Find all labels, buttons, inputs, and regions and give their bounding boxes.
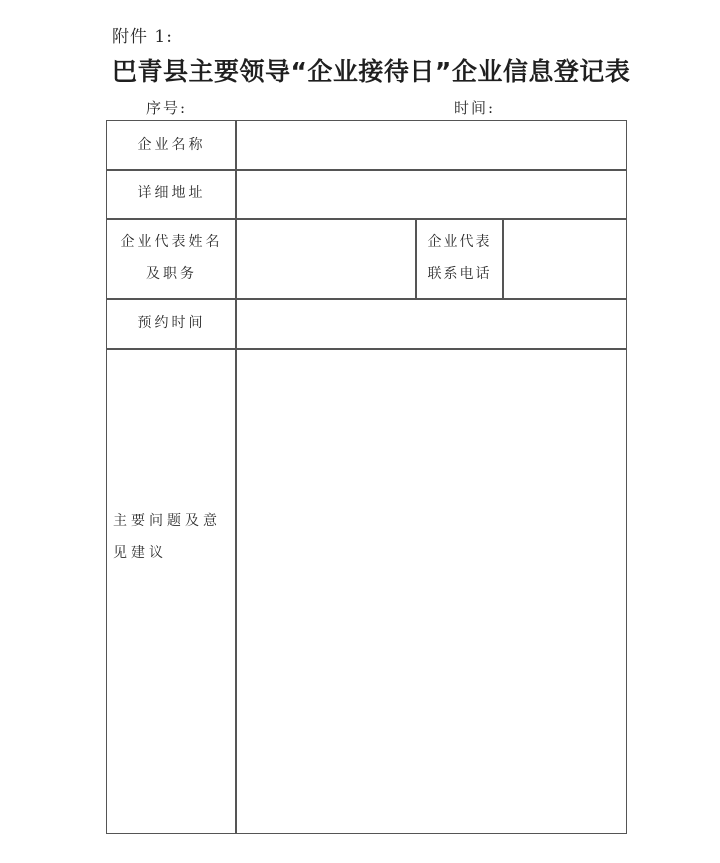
problems-label: 主要问题及意见建议 [113,513,221,561]
rep-name-field[interactable] [237,220,414,297]
company-name-field[interactable] [237,121,625,168]
appointment-time-label: 预约时间 [137,315,206,331]
rep-name-label-line2: 及职务 [146,266,197,282]
company-name-label: 企业名称 [137,137,206,153]
rep-phone-label-line1: 企业代表 [427,234,492,250]
address-label: 详细地址 [137,185,206,201]
attachment-label: 附件 1: [112,27,173,47]
registration-table [106,120,627,834]
rep-name-label [107,231,236,285]
sequence-label: 序号: [146,99,188,117]
address-field[interactable] [237,171,625,217]
rep-phone-label [417,231,502,285]
page-title: 巴青县主要领导“企业接待日”企业信息登记表 [112,57,631,86]
problems-field[interactable] [237,350,625,832]
rep-phone-label-line2: 联系电话 [427,266,492,282]
time-label: 时间: [454,99,496,117]
rep-name-label-line1: 企业代表姓名 [120,234,223,250]
appointment-time-field[interactable] [237,300,625,347]
rep-phone-field[interactable] [504,220,625,297]
